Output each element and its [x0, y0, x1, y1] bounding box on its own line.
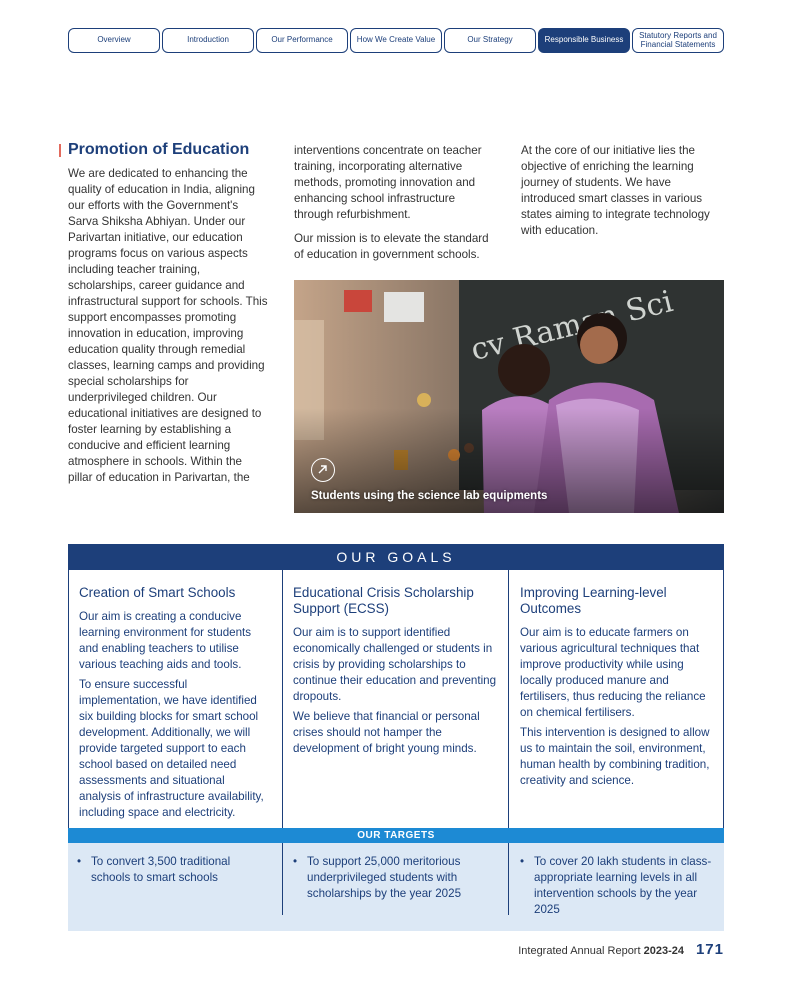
intro-column-1 — [68, 166, 268, 494]
goal-text: Our aim is to support identified economically challenged or students in crisis by providing scholarships to continue their education and preventing dropouts. — [293, 626, 497, 703]
tab-responsible-business[interactable]: Responsible Business — [538, 28, 630, 53]
target-text: To cover 20 lakh students in class-appropriate learning levels in all intervention schools by the year 2025 — [534, 855, 712, 916]
photo-illustration — [294, 280, 724, 513]
bullet-icon: • — [77, 855, 82, 868]
section-nav — [68, 28, 724, 53]
target-text: To convert 3,500 traditional schools to smart schools — [91, 855, 231, 884]
goal-text: We believe that financial or personal crises should not hamper the development of bright young minds. — [293, 710, 480, 755]
heading-accent-bar — [59, 144, 61, 157]
tab-our-performance[interactable]: Our Performance — [256, 28, 348, 53]
goal-text: Our aim is creating a conducive learning environment for students and enabling teachers to utilise various teaching aids and tools. — [79, 610, 252, 671]
report-name — [518, 945, 684, 957]
goal-title: Educational Crisis Scholarship Support (ECSS) — [293, 585, 474, 616]
tab-overview[interactable]: Overview — [68, 28, 160, 53]
goal-learning-outcomes — [520, 585, 716, 793]
tab-how-we-create-value[interactable]: How We Create Value — [350, 28, 442, 53]
target-item — [293, 854, 478, 902]
students-photo — [294, 280, 724, 513]
section-title: Promotion of Education — [68, 141, 250, 158]
goals-divider-2 — [508, 570, 509, 828]
section-heading — [59, 140, 249, 160]
intro-paragraph-1: We are dedicated to enhancing the quality of education in India, aligning our efforts with the Government's Sarva Shiksha Abhiyan. Under our Parivartan initiative, our education programs focus on various aspects including teacher training, scholarships, career guidance and infrastructural support for schools. This support encompasses promoting innovation in education, improving education quality through remedial classes, learning camps and providing special scholarships for underprivileged children. Our educational initiatives are designed to foster learning by establishing a conducive and efficient learning atmosphere in schools. Within the pillar of education in Parivartan, the — [68, 167, 268, 484]
intro-paragraph-4: At the core of our initiative lies the objective of enriching the learning journey of students. We have introduced smart classes in various states aiming to integrate technology with education. — [521, 144, 710, 237]
report-title: Integrated Annual Report — [518, 945, 641, 957]
bullet-icon: • — [293, 855, 298, 868]
goals-divider-1 — [282, 570, 283, 828]
target-item — [77, 854, 262, 886]
intro-paragraph-2: interventions concentrate on teacher training, incorporating alternative methods, promoting innovation and enhancing school infrastructure through refurbishment. — [294, 144, 482, 221]
goal-title: Improving Learning-level Outcomes — [520, 585, 667, 616]
goal-text: This intervention is designed to allow us to maintain the soil, environment, human health by combining tradition, creativity and science. — [520, 726, 710, 787]
page-number: 171 — [695, 941, 724, 958]
photo-caption: Students using the science lab equipments — [311, 490, 548, 502]
bullet-icon: • — [520, 855, 525, 868]
goal-text: Our aim is to educate farmers on various agricultural techniques that improve productivity while using locally produced manure and fertilisers, thus reducing the reliance on chemical fertilisers. — [520, 626, 706, 719]
tab-introduction[interactable]: Introduction — [162, 28, 254, 53]
goal-title: Creation of Smart Schools — [79, 585, 236, 600]
goal-ecss — [293, 585, 498, 761]
report-year: 2023-24 — [643, 945, 684, 957]
targets-divider-1 — [282, 843, 283, 915]
targets-divider-2 — [508, 843, 509, 915]
intro-column-2 — [294, 143, 494, 271]
page-footer — [518, 941, 724, 958]
intro-column-3 — [521, 143, 724, 247]
target-text: To support 25,000 meritorious underprivileged students with scholarships by the year 2025 — [307, 855, 462, 900]
targets-heading: OUR TARGETS — [68, 828, 724, 843]
goal-text: To ensure successful implementation, we have identified six building blocks for smart school development. Additionally, we will provide targeted support to each school based on detailed need assessments and situational analysis of infrastructure availability, including space and electricity. — [79, 678, 264, 819]
intro-paragraph-3: Our mission is to elevate the standard of education in government schools. — [294, 232, 489, 261]
goal-smart-schools — [79, 585, 269, 825]
arrow-up-right-icon — [311, 458, 335, 482]
tab-our-strategy[interactable]: Our Strategy — [444, 28, 536, 53]
goals-heading: OUR GOALS — [68, 544, 724, 570]
target-item — [520, 854, 715, 918]
tab-statutory-reports[interactable]: Statutory Reports and Financial Statements — [632, 28, 724, 53]
